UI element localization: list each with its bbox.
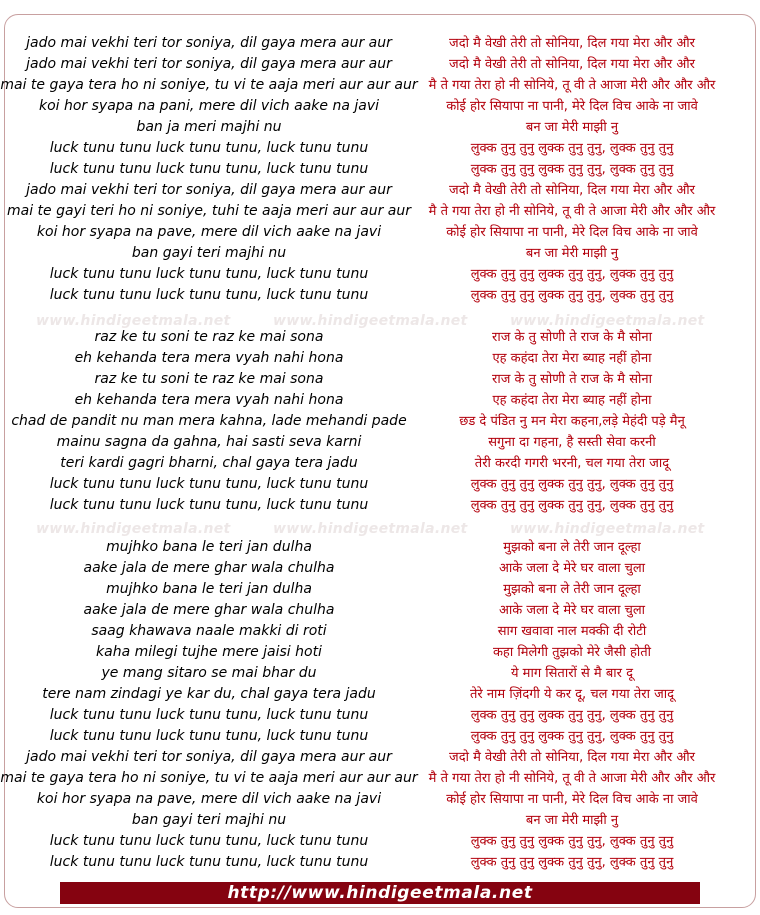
roman-lyric-line: jado mai vekhi teri tor soniya, dil gaya mera aur aur xyxy=(26,56,392,72)
roman-lyric-line: luck tunu tunu luck tunu tunu, luck tunu tunu xyxy=(49,728,369,744)
hindi-lyrics-column xyxy=(402,33,742,873)
roman-lyric-line: mujhko bana le teri jan dulha xyxy=(106,581,312,597)
hindi-lyric-line: एह कहंदा तेरा मेरा ब्याह नहीं होना xyxy=(492,351,652,366)
hindi-lyric-line: मुझको बना ले तेरी जान दूल्हा xyxy=(503,582,641,597)
roman-lyric-line: mai te gaya tera ho ni soniye, tu vi te aaja meri aur aur aur xyxy=(0,77,418,93)
hindi-lyric-line: लुक्क तुनु तुनु लुक्क तुनु तुनु, लुक्क तुनु तुनु xyxy=(470,162,674,177)
watermark: www.hindigeetmala.net xyxy=(36,313,231,329)
roman-lyric-line: luck tunu tunu luck tunu tunu, luck tunu tunu xyxy=(49,497,369,513)
hindi-lyric-line: कहा मिलेगी तुझको मेरे जैसी होती xyxy=(492,645,652,660)
hindi-lyric-line: कोई होर सियापा ना पानी, मेरे दिल विच आके ना जावे xyxy=(446,792,698,807)
roman-lyric-line: luck tunu tunu luck tunu tunu, luck tunu tunu xyxy=(49,287,369,303)
roman-lyric-line: koi hor syapa na pave, mere dil vich aake na javi xyxy=(36,224,382,240)
roman-lyric-line: mai te gaya tera ho ni soniye, tu vi te aaja meri aur aur aur xyxy=(0,770,418,786)
roman-lyric-line: eh kehanda tera mera vyah nahi hona xyxy=(74,350,344,366)
hindi-lyric-line: आके जला दे मेरे घर वाला चुला xyxy=(498,561,646,576)
stanza-gap xyxy=(402,516,742,537)
roman-lyric-line: luck tunu tunu luck tunu tunu, luck tunu tunu xyxy=(49,833,369,849)
roman-lyric-line: jado mai vekhi teri tor soniya, dil gaya mera aur aur xyxy=(26,182,392,198)
roman-lyric-line: saag khawava naale makki di roti xyxy=(91,623,327,639)
stanza-gap xyxy=(0,516,418,537)
hindi-lyric-line: लुक्क तुनु तुनु लुक्क तुनु तुनु, लुक्क तुनु तुनु xyxy=(470,267,674,282)
hindi-lyric-line: मै ते गया तेरा हो नी सोनिये, तू वी ते आजा मेरी और और और xyxy=(428,771,716,786)
roman-lyrics-column xyxy=(0,33,418,873)
hindi-lyric-line: लुक्क तुनु तुनु लुक्क तुनु तुनु, लुक्क तुनु तुनु xyxy=(470,855,674,870)
roman-lyric-line: ban ja meri majhi nu xyxy=(136,119,282,135)
hindi-lyric-line: मै ते गया तेरा हो नी सोनिये, तू वी ते आजा मेरी और और और xyxy=(428,204,716,219)
hindi-lyric-line: लुक्क तुनु तुनु लुक्क तुनु तुनु, लुक्क तुनु तुनु xyxy=(470,834,674,849)
hindi-lyric-line: एह कहंदा तेरा मेरा ब्याह नहीं होना xyxy=(492,393,652,408)
roman-lyric-line: jado mai vekhi teri tor soniya, dil gaya mera aur aur xyxy=(26,35,392,51)
watermark: www.hindigeetmala.net xyxy=(510,313,705,329)
hindi-lyric-line: लुक्क तुनु तुनु लुक्क तुनु तुनु, लुक्क तुनु तुनु xyxy=(470,498,674,513)
roman-lyric-line: eh kehanda tera mera vyah nahi hona xyxy=(74,392,344,408)
watermark: www.hindigeetmala.net xyxy=(510,521,705,537)
footer-url[interactable]: http://www.hindigeetmala.net xyxy=(60,882,700,904)
roman-lyric-line: mainu sagna da gahna, hai sasti seva karni xyxy=(56,434,362,450)
hindi-lyric-line: जदो मै वेखी तेरी तो सोनिया, दिल गया मेरा और और xyxy=(449,36,695,51)
roman-lyric-line: jado mai vekhi teri tor soniya, dil gaya mera aur aur xyxy=(26,749,392,765)
roman-lyric-line: mujhko bana le teri jan dulha xyxy=(106,539,312,555)
hindi-lyric-line: बन जा मेरी माझी नु xyxy=(525,120,619,135)
roman-lyric-line: luck tunu tunu luck tunu tunu, luck tunu tunu xyxy=(49,854,369,870)
hindi-lyric-line: ये माग सितारों से मै बार दू xyxy=(511,666,633,681)
stanza-gap xyxy=(0,306,418,327)
hindi-lyric-line: साग खवावा नाल मक्की दी रोटी xyxy=(497,624,647,639)
hindi-lyric-line: लुक्क तुनु तुनु लुक्क तुनु तुनु, लुक्क तुनु तुनु xyxy=(470,141,674,156)
roman-lyric-line: koi hor syapa na pani, mere dil vich aake na javi xyxy=(38,98,380,114)
hindi-lyric-line: कोई होर सियापा ना पानी, मेरे दिल विच आके ना जावे xyxy=(446,99,698,114)
roman-lyric-line: chad de pandit nu man mera kahna, lade mehandi pade xyxy=(11,413,407,429)
roman-lyric-line: aake jala de mere ghar wala chulha xyxy=(83,560,335,576)
hindi-lyric-line: तेरी करदी गगरी भरनी, चल गया तेरा जादू xyxy=(474,456,670,471)
hindi-lyric-line: जदो मै वेखी तेरी तो सोनिया, दिल गया मेरा और और xyxy=(449,183,695,198)
roman-lyric-line: ban gayi teri majhi nu xyxy=(131,245,287,261)
roman-lyric-line: raz ke tu soni te raz ke mai sona xyxy=(94,371,324,387)
roman-lyric-line: teri kardi gagri bharni, chal gaya tera jadu xyxy=(60,455,358,471)
hindi-lyric-line: लुक्क तुनु तुनु लुक्क तुनु तुनु, लुक्क तुनु तुनु xyxy=(470,729,674,744)
hindi-lyric-line: राज के तु सोणी ते राज के मै सोना xyxy=(492,330,652,345)
hindi-lyric-line: आके जला दे मेरे घर वाला चुला xyxy=(498,603,646,618)
hindi-lyric-line: मै ते गया तेरा हो नी सोनिये, तू वी ते आजा मेरी और और और xyxy=(428,78,716,93)
roman-lyric-line: aake jala de mere ghar wala chulha xyxy=(83,602,335,618)
roman-lyric-line: luck tunu tunu luck tunu tunu, luck tunu tunu xyxy=(49,266,369,282)
hindi-lyric-line: बन जा मेरी माझी नु xyxy=(525,813,619,828)
hindi-lyric-line: तेरे नाम ज़िंदगी ये कर दू, चल गया तेरा जादू xyxy=(469,687,675,702)
hindi-lyric-line: लुक्क तुनु तुनु लुक्क तुनु तुनु, लुक्क तुनु तुनु xyxy=(470,708,674,723)
roman-lyric-line: raz ke tu soni te raz ke mai sona xyxy=(94,329,324,345)
hindi-lyric-line: सगुना दा गहना, है सस्ती सेवा करनी xyxy=(488,435,656,450)
roman-lyric-line: ye mang sitaro se mai bhar du xyxy=(101,665,317,681)
roman-lyric-line: luck tunu tunu luck tunu tunu, luck tunu tunu xyxy=(49,476,369,492)
roman-lyric-line: luck tunu tunu luck tunu tunu, luck tunu tunu xyxy=(49,707,369,723)
roman-lyric-line: luck tunu tunu luck tunu tunu, luck tunu tunu xyxy=(49,140,369,156)
hindi-lyric-line: बन जा मेरी माझी नु xyxy=(525,246,619,261)
roman-lyric-line: koi hor syapa na pave, mere dil vich aake na javi xyxy=(36,791,382,807)
hindi-lyric-line: कोई होर सियापा ना पानी, मेरे दिल विच आके ना जावे xyxy=(446,225,698,240)
watermark: www.hindigeetmala.net xyxy=(36,521,231,537)
watermark: www.hindigeetmala.net xyxy=(273,313,468,329)
roman-lyric-line: ban gayi teri majhi nu xyxy=(131,812,287,828)
stanza-gap xyxy=(402,306,742,327)
watermark: www.hindigeetmala.net xyxy=(273,521,468,537)
hindi-lyric-line: जदो मै वेखी तेरी तो सोनिया, दिल गया मेरा और और xyxy=(449,750,695,765)
hindi-lyric-line: लुक्क तुनु तुनु लुक्क तुनु तुनु, लुक्क तुनु तुनु xyxy=(470,477,674,492)
hindi-lyric-line: लुक्क तुनु तुनु लुक्क तुनु तुनु, लुक्क तुनु तुनु xyxy=(470,288,674,303)
roman-lyric-line: tere nam zindagi ye kar du, chal gaya tera jadu xyxy=(42,686,376,702)
roman-lyric-line: mai te gayi teri ho ni soniye, tuhi te aaja meri aur aur aur xyxy=(7,203,411,219)
roman-lyric-line: luck tunu tunu luck tunu tunu, luck tunu tunu xyxy=(49,161,369,177)
hindi-lyric-line: जदो मै वेखी तेरी तो सोनिया, दिल गया मेरा और और xyxy=(449,57,695,72)
hindi-lyric-line: छड दे पंडित नु मन मेरा कहना,लड़े मेहंदी पड़े मैनू xyxy=(459,414,685,429)
hindi-lyric-line: राज के तु सोणी ते राज के मै सोना xyxy=(492,372,652,387)
roman-lyric-line: kaha milegi tujhe mere jaisi hoti xyxy=(96,644,322,660)
hindi-lyric-line: मुझको बना ले तेरी जान दूल्हा xyxy=(503,540,641,555)
